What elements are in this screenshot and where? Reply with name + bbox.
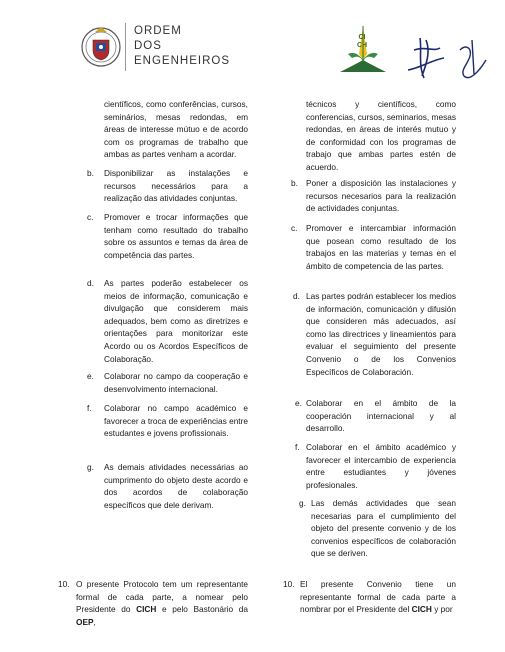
right-clause-10-cich: CICH	[411, 604, 432, 615]
right-item-c-text: Promover e intercambiar información que posean como resultado de los trabajos en las materias y temas en el ámbito de competencia de las partes.	[306, 223, 456, 271]
org-name-line-3: ENGENHEIROS	[134, 55, 230, 67]
cich-logo	[336, 24, 390, 76]
left-item-d-label: d.	[87, 278, 94, 288]
right-item-b-text: Poner a disposición las instalaciones y recursos necesarios para la realización de actividades conjuntas.	[306, 178, 456, 214]
left-clause-10-number: 10.	[58, 579, 70, 589]
left-clause-10-text: O presente Protocolo tem um representante formal de cada parte, a nomear pelo Presidente do CICH e pelo Bastonário da OEP,	[76, 579, 248, 627]
right-item-g-label: g.	[299, 498, 306, 508]
right-item-f-text: Colaborar en el ámbito académico y favorecer el intercambio de experiencia entre estudiantes y jóvenes profesionales.	[306, 442, 456, 490]
right-item-c-label: c.	[291, 223, 298, 233]
right-clause-10-text: El presente Convenio tiene un representante formal de cada parte a nombrar por el Presidente del CICH y por	[300, 579, 456, 615]
right-item-f-label: f.	[295, 442, 300, 452]
signatures	[400, 30, 494, 88]
right-item-d-text: Las partes podrán establecer los medios de información, comunicación y difusión que consideren más adecuados, así como las directrices y lineamientos para evaluar el seguimiento del presente Convenio o de los Convenios Específicos de Colaboración.	[306, 291, 456, 377]
left-item-c-label: c.	[87, 212, 94, 222]
left-item-g-text: As demais atividades necessárias ao cumprimento do objeto deste acordo e dos acordos de colaboração específicos que dele derivam.	[104, 462, 248, 510]
left-clause-10-oep: OEP	[76, 616, 94, 627]
right-item-b-label: b.	[291, 178, 298, 188]
left-item-f-label: f.	[87, 403, 92, 413]
left-item-e-label: e.	[87, 371, 94, 381]
right-item-e-text: Colaborar en el ámbito de la cooperación internacional y al desarrollo.	[306, 398, 456, 434]
left-item-d-text: As partes poderão estabelecer os meios de informação, comunicação e divulgação que considerem mais adequados, bem como as diretrizes e orientações para monitorizar este Acordo ou os Acordos Específicos de Colaboração.	[104, 278, 248, 364]
right-item-g-text: Las demás actividades que sean necesarias para el cumplimiento del objeto del presente convenio y de los convenios específicos de colaboración que se deriven.	[311, 498, 456, 559]
org-name-line-2: DOS	[134, 40, 162, 52]
org-name-line-1: ORDEM	[134, 25, 182, 37]
left-item-c-text: Promover e trocar informações que tenham como resultado do trabalho sobre os assuntos e temas da área de competência das partes.	[104, 212, 248, 260]
right-clause-10-number: 10.	[283, 579, 295, 589]
left-item-f-text: Colaborar no campo académico e favorecer a troca de experiências entre estudantes e jovens profissionais.	[104, 403, 248, 439]
left-item-g-label: g.	[87, 462, 94, 472]
right-item-e-label: e.	[295, 398, 302, 408]
left-intro: científicos, como conferências, cursos, seminários, mesas redondas, em áreas de interesse mútuo e de acordo com os programas de trabalho que ambas as partes venham a acordar.	[104, 99, 248, 160]
left-item-b-text: Disponibilizar as instalações e recursos necessários para a realização das atividades conjuntas.	[104, 168, 248, 204]
right-item-d-label: d.	[293, 291, 300, 301]
cich-logo-text: CICH	[356, 34, 368, 49]
left-item-e-text: Colaborar no campo da cooperação e desenvolvimento internacional.	[104, 371, 248, 394]
header-divider	[125, 23, 126, 71]
right-intro: técnicos y científicos, como conferencias, cursos, seminarios, mesas redondas, en áreas de interés mutuo y de conformidad con los programas de trabajo que ambas partes estén de acuerdo.	[306, 99, 456, 172]
left-clause-10-cich: CICH	[136, 604, 157, 615]
ordem-seal-logo	[80, 22, 122, 70]
left-item-b-label: b.	[87, 168, 94, 178]
